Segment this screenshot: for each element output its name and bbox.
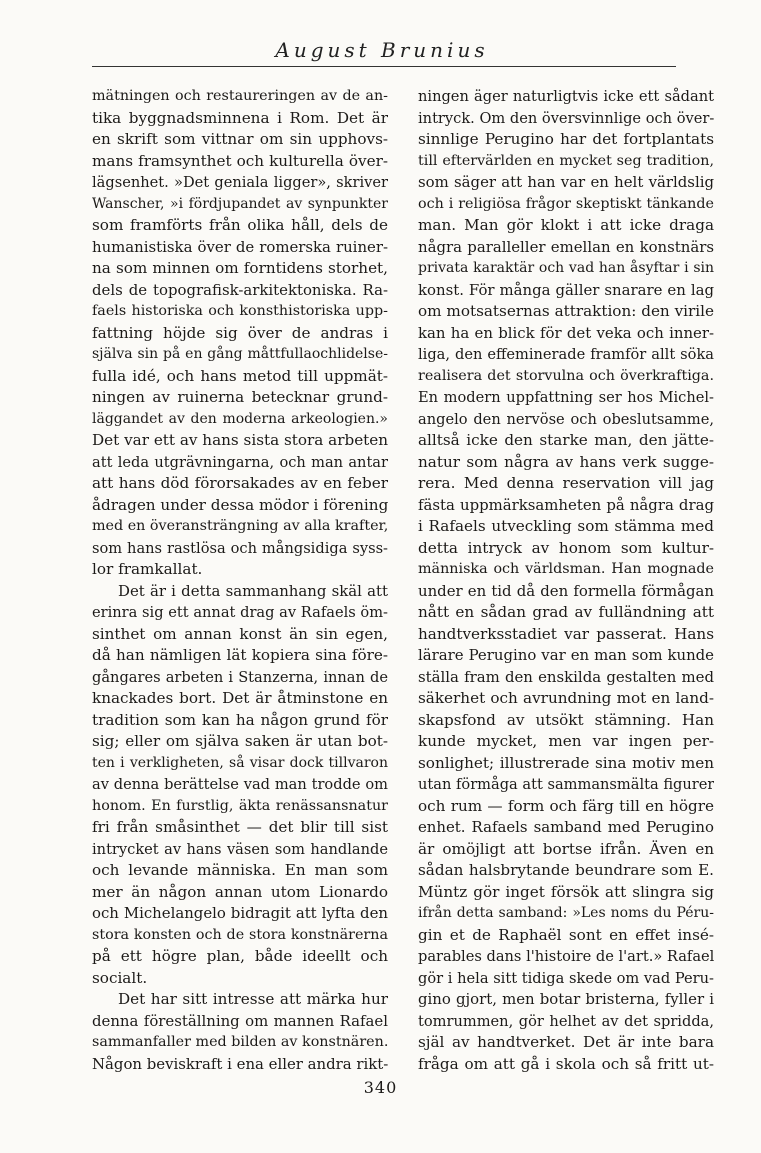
text-line: som hans rastlösa och mångsidiga syss- bbox=[92, 539, 388, 557]
text-line: Det var ett av hans sista stora arbeten bbox=[92, 431, 388, 449]
text-line: knackades bort. Det är åtminstone en bbox=[92, 689, 388, 707]
text-line: är omöjligt att bortse ifrån. Även en bbox=[418, 839, 714, 858]
text-line: säkerhet och avrundning mot en land- bbox=[418, 689, 714, 707]
text-line: och rum — form och färg till en högre bbox=[418, 796, 714, 815]
text-line: handtverksstadiet var passerat. Hans bbox=[418, 624, 714, 643]
text-line: enhet. Rafaels samband med Perugino bbox=[418, 818, 714, 836]
text-line: med en överansträngning av alla krafter, bbox=[92, 518, 388, 534]
text-line: sig; eller om själva saken är utan bot- bbox=[92, 732, 388, 750]
text-line: till eftervärlden en mycket seg tradition, bbox=[418, 152, 714, 169]
text-line: gino gjort, men botar bristerna, fyller i bbox=[418, 990, 714, 1008]
text-line: Det är i detta sammanhang skäl att bbox=[118, 581, 388, 600]
text-line: under en tid då den formella förmågan bbox=[418, 581, 714, 600]
running-head: August Brunius bbox=[275, 38, 489, 62]
text-line: honom. En furstlig, äkta renässansnatur bbox=[92, 797, 388, 814]
text-line: realisera det storvulna och överkraftiga. bbox=[418, 367, 714, 384]
text-line: lärare Perugino var en man som kunde bbox=[418, 646, 714, 664]
text-line: ställa fram den enskilda gestalten med bbox=[418, 667, 714, 686]
text-line: detta intryck av honom som kultur- bbox=[418, 538, 714, 557]
text-line: Wanscher, »i fördjupandet av synpunkter bbox=[92, 195, 388, 212]
text-line: konst. För många gäller snarare en lag bbox=[418, 280, 714, 299]
text-line: fråga om att gå i skola och så fritt ut- bbox=[418, 1054, 714, 1073]
text-line: som säger att han var en helt världslig bbox=[418, 173, 714, 191]
text-line: tika byggnadsminnena i Rom. Det är bbox=[92, 108, 388, 127]
text-line: gångares arbeten i Stanzerna, innan de bbox=[92, 668, 388, 686]
text-line: faels historiska och konsthistoriska upp- bbox=[92, 303, 388, 319]
text-line: Det har sitt intresse att märka hur bbox=[118, 990, 388, 1008]
text-line: lägsenhet. »Det geniala ligger», skriver bbox=[92, 174, 388, 191]
text-line: ningen äger naturligtvis icke ett sådant bbox=[418, 88, 714, 105]
text-line: Müntz gör inget försök att slingra sig bbox=[418, 882, 714, 901]
text-line: intrycket av hans väsen som handlande bbox=[92, 840, 388, 858]
text-line: och i religiösa frågor skeptiskt tänkande bbox=[418, 195, 714, 212]
page-number: 340 bbox=[363, 1078, 398, 1097]
text-line: kan ha en blick för det veka och inner- bbox=[418, 323, 714, 342]
text-line: själ av handtverket. Det är inte bara bbox=[418, 1033, 714, 1051]
text-line: ifrån detta samband: »Les noms du Péru- bbox=[418, 905, 714, 921]
text-line: utan förmåga att sammansmälta figurer bbox=[418, 776, 714, 793]
text-line: sinthet om annan konst än sin egen, bbox=[92, 624, 388, 643]
text-line: parables dans l'histoire de l'art.» Rafael bbox=[418, 948, 714, 965]
text-line: gin et de Raphaël sont en effet insé- bbox=[418, 925, 714, 944]
text-line: Någon beviskraft i ena eller andra rikt- bbox=[92, 1054, 388, 1073]
text-line: att hans död förorsakades av en feber bbox=[92, 474, 388, 492]
text-line: denna föreställning om mannen Rafael bbox=[92, 1011, 388, 1030]
text-line: na som minnen om forntidens storhet, bbox=[92, 259, 388, 277]
text-line: fri från småsinthet — det blir till sist bbox=[92, 818, 388, 836]
text-line: läggandet av den moderna arkeologien.» bbox=[92, 410, 388, 427]
text-line: på ett högre plan, både ideellt och bbox=[92, 947, 388, 965]
text-line: nått en sådan grad av fulländning att bbox=[418, 603, 714, 621]
text-line: en skrift som vittnar om sin upphovs- bbox=[92, 130, 388, 148]
text-line: rera. Med denna reservation vill jag bbox=[418, 474, 714, 492]
text-line: socialt. bbox=[92, 968, 148, 987]
text-line: angelo den nervöse och obeslutsamme, bbox=[418, 410, 714, 428]
text-line: lor framkallat. bbox=[92, 560, 203, 578]
text-line: erinra sig ett annat drag av Rafaels öm- bbox=[92, 604, 388, 621]
text-line: ningen av ruinerna betecknar grund- bbox=[92, 388, 388, 406]
text-line: och levande människa. En man som bbox=[92, 861, 388, 879]
text-line: sammanfaller med bilden av konstnären. bbox=[92, 1034, 388, 1050]
right-column bbox=[418, 86, 714, 1075]
text-line: som framförts från olika håll, dels de bbox=[92, 216, 388, 234]
text-line: människa och världsman. Han mognade bbox=[418, 561, 714, 577]
text-line: skapsfond av utsökt stämning. Han bbox=[418, 710, 714, 729]
text-line: liga, den effeminerade framför allt söka bbox=[418, 346, 714, 363]
text-line: gör i hela sitt tidiga skede om vad Peru- bbox=[418, 969, 714, 987]
text-line: mans framsynthet och kulturella över- bbox=[92, 151, 388, 170]
text-line: och Michelangelo bidragit att lyfta den bbox=[92, 904, 388, 922]
text-line: man. Man gör klokt i att icke draga bbox=[418, 216, 714, 234]
left-column bbox=[92, 86, 388, 1075]
text-line: då han nämligen lät kopiera sina före- bbox=[92, 646, 388, 664]
text-line: mätningen och restaureringen av de an- bbox=[92, 88, 388, 104]
text-line: att leda utgrävningarna, och man antar bbox=[92, 453, 388, 471]
text-line: ådragen under dessa mödor i förening bbox=[92, 495, 388, 514]
text-line: i Rafaels utveckling som stämma med bbox=[418, 517, 714, 535]
text-line: alltså icke den starke man, den jätte- bbox=[418, 431, 714, 449]
text-line: fästa uppmärksamheten på några drag bbox=[418, 495, 714, 514]
text-line: mer än någon annan utom Lionardo bbox=[92, 882, 388, 901]
text-line: om motsatsernas attraktion: den virile bbox=[418, 302, 714, 320]
text-line: själva sin på en gång måttfullaochlidelse- bbox=[92, 346, 388, 362]
text-line: natur som några av hans verk sugge- bbox=[418, 452, 714, 471]
text-line: privata karaktär och vad han åsyftar i sin bbox=[418, 260, 714, 276]
text-line: dels de topografisk-arkitektoniska. Ra- bbox=[92, 280, 388, 299]
text-line: fulla idé, och hans metod till uppmät- bbox=[92, 366, 388, 385]
text-line: humanistiska över de romerska ruiner- bbox=[92, 237, 388, 256]
text-line: fattning höjde sig över de andras i bbox=[92, 323, 388, 342]
text-line: stora konsten och de stora konstnärerna bbox=[92, 926, 388, 943]
text-line: kunde mycket, men var ingen per- bbox=[418, 732, 714, 750]
text-line: tradition som kan ha någon grund för bbox=[92, 710, 388, 729]
text-line: En modern uppfattning ser hos Michel- bbox=[418, 389, 714, 406]
text-line: sådan halsbrytande beundrare som E. bbox=[418, 861, 714, 879]
text-line: sonlighet; illustrerade sina motiv men bbox=[418, 753, 714, 772]
text-line: intryck. Om den översvinnlige och över- bbox=[418, 109, 714, 127]
text-line: sinnlige Perugino har det fortplantats bbox=[418, 130, 714, 148]
text-line: tomrummen, gör helhet av det spridda, bbox=[418, 1012, 714, 1030]
text-line: ten i verkligheten, så visar dock tillvaron bbox=[92, 754, 388, 771]
text-line: några paralleller emellan en konstnärs bbox=[418, 237, 714, 256]
header-rule bbox=[92, 66, 676, 67]
text-line: av denna berättelse vad man trodde om bbox=[92, 776, 388, 793]
